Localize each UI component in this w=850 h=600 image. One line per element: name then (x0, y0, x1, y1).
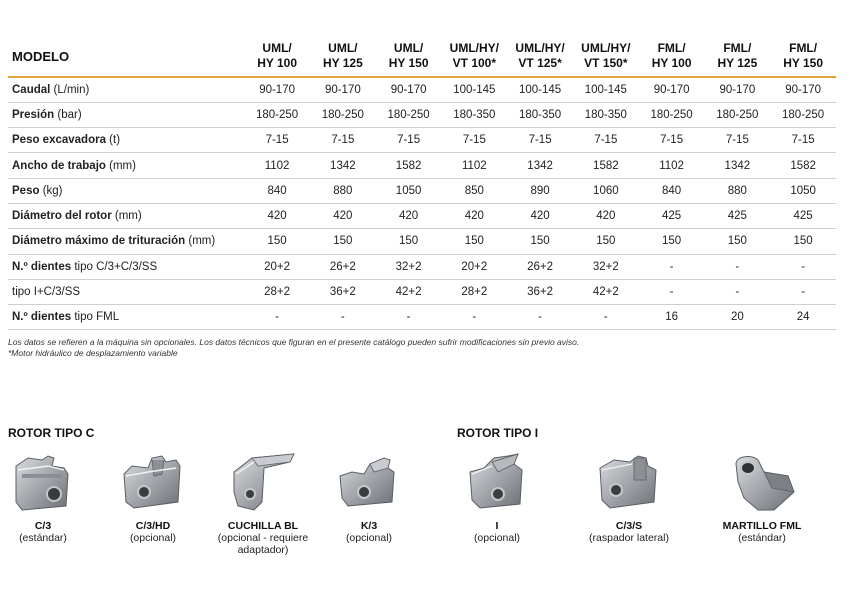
table-cell: 150 (727, 235, 747, 248)
tool-c3: C/3 (estándar) (0, 452, 98, 544)
table-cell: 7-15 (791, 134, 815, 147)
rotor-i-title: ROTOR TIPO I (457, 426, 539, 440)
table-cell: 420 (333, 210, 353, 223)
table-row (8, 254, 836, 279)
table-row (8, 102, 836, 127)
table-cell: 150 (399, 235, 419, 248)
table-cell: 90-170 (259, 83, 295, 96)
table-cell: 7-15 (528, 134, 552, 147)
table-cell: 150 (464, 235, 484, 248)
tool-k3: K/3 (opcional) (314, 452, 424, 544)
tooth-c3hd-icon (118, 452, 188, 514)
tooth-c3-icon (8, 452, 78, 514)
table-cell: 90-170 (390, 83, 427, 96)
tool-i: I (opcional) (442, 452, 552, 544)
table-cell: - (603, 311, 608, 324)
table-cell: 42+2 (592, 286, 619, 299)
table-cell: 840 (267, 184, 287, 197)
column-header: UML/ HY 150 (388, 41, 429, 70)
table-cell: 1102 (461, 159, 487, 172)
table-cell: 1582 (395, 159, 422, 172)
table-cell: - (735, 286, 740, 299)
table-cell: 100-145 (518, 83, 562, 96)
column-header: UML/HY/ VT 125* (515, 41, 565, 70)
table-cell: 20+2 (461, 260, 488, 273)
table-cell: 20+2 (264, 260, 291, 273)
table-cell: 1342 (724, 159, 751, 172)
tooth-k3-icon (334, 452, 404, 514)
tool-martillo-fml: MARTILLO FML (estándar) (707, 452, 817, 544)
table-row (8, 153, 836, 178)
table-cell: 26+2 (329, 260, 356, 273)
hammer-fml-icon (722, 452, 802, 514)
table-cell: 150 (333, 235, 353, 248)
table-cell: 28+2 (461, 286, 488, 299)
table-cell: 26+2 (527, 260, 554, 273)
table-cell: 1582 (593, 159, 619, 172)
rotor-c-title: ROTOR TIPO C (8, 426, 95, 440)
blade-bl-icon (224, 452, 302, 514)
table-cell: 1102 (659, 159, 684, 172)
tool-c3hd: C/3/HD (opcional) (98, 452, 208, 544)
table-row (8, 305, 836, 330)
table-cell: - (801, 260, 806, 273)
table-cell: 20 (730, 311, 744, 324)
table-cell: 420 (464, 210, 484, 223)
table-cell: 90-170 (324, 83, 361, 96)
table-cell: - (340, 311, 345, 324)
table-cell: - (735, 260, 740, 273)
model-header: MODELO (12, 48, 70, 64)
table-notes (8, 337, 579, 359)
table-cell: 1342 (527, 159, 553, 172)
row-label: Peso excavadora (t) (12, 134, 121, 147)
column-header: UML/ HY 125 (322, 41, 363, 70)
table-row (8, 279, 836, 304)
column-header: UML/HY/ VT 100* (449, 41, 500, 70)
table-cell: 90-170 (785, 83, 822, 96)
tool-c3s: C/3/S (raspador lateral) (574, 452, 684, 544)
table-cell: 36+2 (527, 286, 554, 299)
table-cell: 880 (727, 184, 747, 197)
table-cell: 180-250 (716, 108, 759, 121)
row-label: Presión (bar) (12, 108, 82, 121)
table-cell: 420 (267, 210, 287, 223)
note-motor: *Motor hidráulico de desplazamiento variable (8, 348, 178, 358)
table-cell: 1342 (330, 159, 356, 172)
table-cell: 100-145 (453, 83, 496, 96)
table-cell: 890 (530, 184, 550, 197)
table-cell: 180-350 (453, 108, 496, 121)
table-cell: 425 (793, 210, 813, 223)
table-cell: 180-250 (650, 108, 693, 121)
table-cell: 7-15 (725, 134, 749, 147)
table-cell: 420 (530, 210, 550, 223)
table-row (8, 128, 836, 153)
table-cell: 24 (796, 311, 810, 324)
table-cell: 425 (662, 210, 682, 223)
row-label: Peso (kg) (12, 184, 63, 197)
table-cell: 840 (662, 184, 682, 197)
column-header: FML/ HY 125 (717, 41, 758, 70)
table-cell: 180-350 (584, 108, 627, 121)
table-cell: 420 (596, 210, 616, 223)
table-cell: - (538, 311, 543, 324)
table-cell: 180-250 (387, 108, 430, 121)
table-cell: 180-350 (518, 108, 562, 121)
table-cell: - (801, 286, 806, 299)
table-cell: - (406, 311, 411, 324)
row-label: Ancho de trabajo (mm) (12, 159, 136, 172)
table-cell: 1050 (790, 184, 816, 197)
table-cell: 7-15 (331, 134, 355, 147)
table-cell: 7-15 (660, 134, 684, 147)
table-cell: 420 (399, 210, 419, 223)
row-label: tipo I+C/3/SS (12, 286, 81, 299)
table-cell: 180-250 (782, 108, 825, 121)
table-cell: 7-15 (594, 134, 618, 147)
table-cell: 1060 (593, 184, 619, 197)
table-cell: 90-170 (719, 83, 756, 96)
table-cell: 1582 (790, 159, 816, 172)
table-cell: 100-145 (584, 83, 627, 96)
table-cell: 90-170 (653, 83, 690, 96)
table-cell: 32+2 (395, 260, 422, 273)
table-cell: 16 (665, 311, 678, 324)
table-row (8, 178, 836, 203)
table-cell: 1050 (395, 184, 422, 197)
table-cell: 150 (596, 235, 616, 248)
tooth-i-icon (462, 452, 532, 514)
table-cell: 150 (530, 235, 550, 248)
row-label: Diámetro máximo de trituración (mm) (12, 235, 216, 248)
column-header: UML/ HY 100 (257, 41, 297, 70)
table-row (8, 203, 836, 228)
table-cell: 36+2 (329, 286, 356, 299)
column-header: FML/ HY 150 (783, 41, 824, 70)
table-cell: 180-250 (255, 108, 299, 121)
table-cell: 150 (267, 235, 287, 248)
table-cell: 7-15 (462, 134, 486, 147)
table-cell: 880 (333, 184, 353, 197)
column-header: UML/HY/ VT 150* (581, 41, 631, 70)
table-cell: - (472, 311, 477, 324)
table-cell: - (275, 311, 280, 324)
tooth-c3s-icon (594, 452, 664, 514)
table-header-row (8, 36, 836, 77)
row-label: Diámetro del rotor (mm) (12, 210, 142, 223)
row-label: Caudal (L/min) (12, 83, 90, 96)
note-disclaimer: Los datos se refieren a la máquina sin opcionales. Los datos técnicos que figuran en el presente catálogo pueden sufrir modificaciones sin previo aviso. (8, 337, 580, 347)
table-cell: 180-250 (321, 108, 364, 121)
tool-cuchilla-bl: CUCHILLA BL (opcional - requiere adaptador) (208, 452, 318, 556)
table-cell: 42+2 (395, 286, 422, 299)
table-cell: - (669, 260, 674, 273)
table-cell: 7-15 (265, 134, 289, 147)
table-cell: - (669, 286, 674, 299)
table-cell: 850 (464, 184, 484, 197)
table-row (8, 229, 836, 254)
table-cell: 7-15 (397, 134, 421, 147)
table-cell: 425 (727, 210, 747, 223)
table-cell: 150 (793, 235, 813, 248)
table-cell: 150 (662, 235, 682, 248)
table-row (8, 77, 836, 102)
specs-table (8, 36, 836, 330)
row-label: N.º dientes tipo C/3+C/3/SS (12, 260, 158, 273)
table-cell: 1102 (264, 159, 290, 172)
column-header: FML/ HY 100 (651, 41, 692, 70)
table-cell: 32+2 (592, 260, 619, 273)
table-cell: 28+2 (264, 286, 291, 299)
row-label: N.º dientes tipo FML (12, 311, 120, 324)
